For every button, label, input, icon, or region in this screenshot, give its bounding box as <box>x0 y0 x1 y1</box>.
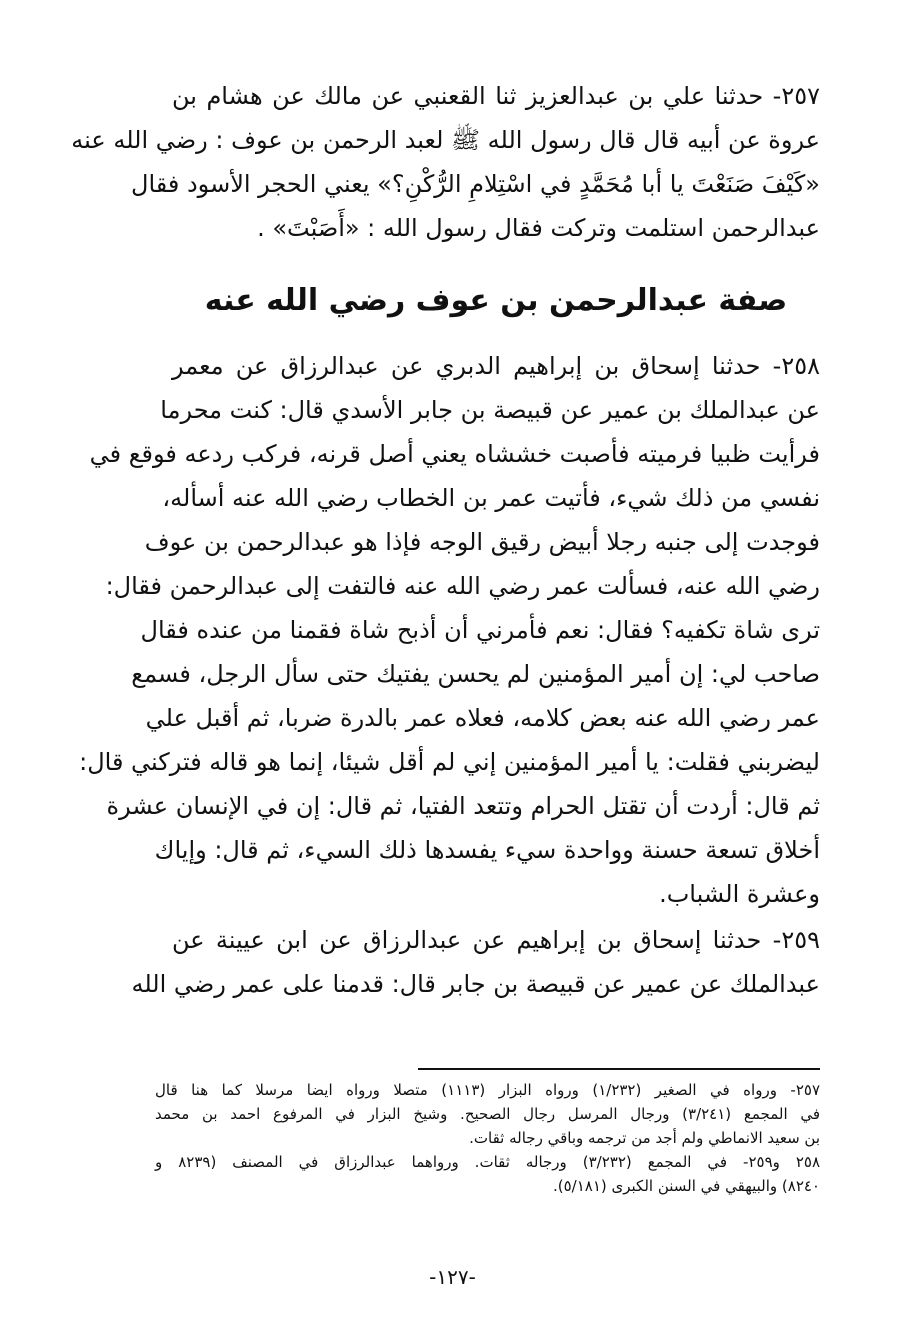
footnote-258-259-line-1: ٢٥٨ و٢٥٩- في المجمع (٣/٢٣٢) ورجاله ثقات. ورواهما عبدالرزاق في المصنف (٨٢٣٩ و <box>155 1153 820 1171</box>
hadith-258-line-3: فرأيت ظبيا فرميته فأصبت خششاه يعني أصل قرنه، فركب ردعه فوقع في <box>89 440 820 468</box>
footnote-258-259-line-2: ٨٢٤٠) والبيهقي في السنن الكبرى (٥/١٨١). <box>552 1177 820 1195</box>
hadith-258-line-12: أخلاق تسعة حسنة وواحدة سيء يفسدها ذلك السيء، ثم قال: وإياك <box>154 836 820 864</box>
hadith-259-line-2: عبدالملك عن عمير عن قبيصة بن جابر قال: قدمنا على عمر رضي الله <box>131 970 820 998</box>
hadith-257-line-1: ٢٥٧- حدثنا علي بن عبدالعزيز ثنا القعنبي عن مالك عن هشام بن <box>172 82 820 110</box>
footnote-257-line-3: بن سعيد الانماطي ولم أجد من ترجمه وباقي رجاله ثقات. <box>469 1129 820 1147</box>
section-heading: صفة عبدالرحمن بن عوف رضي الله عنه <box>204 283 788 318</box>
footnote-257-line-2: في المجمع (٣/٢٤١) ورجال المرسل رجال الصحيح. وشيخ البزار في المرفوع احمد بن محمد <box>155 1105 821 1123</box>
hadith-258-line-1: ٢٥٨- حدثنا إسحاق بن إبراهيم الدبري عن عبدالرزاق عن معمر <box>172 352 820 380</box>
hadith-258-line-8: صاحب لي: إن أمير المؤمنين لم يحسن يفتيك حتى سأل الرجل، فسمع <box>131 660 820 688</box>
footnote-257-line-1: ٢٥٧- ورواه في الصغير (١/٢٣٢) ورواه البزار (١١١٣) متصلا ورواه ايضا مرسلا كما هنا قال <box>155 1081 820 1099</box>
hadith-257-line-4: عبدالرحمن استلمت وتركت فقال رسول الله : «أَصَبْتَ» . <box>257 214 820 242</box>
hadith-259-line-1: ٢٥٩- حدثنا إسحاق بن إبراهيم عن عبدالرزاق عن ابن عيينة عن <box>172 926 820 954</box>
hadith-258-line-11: ثم قال: أردت أن تقتل الحرام وتتعد الفتيا، ثم قال: إن في الإنسان عشرة <box>106 792 820 820</box>
hadith-258-line-13: وعشرة الشباب. <box>659 880 820 908</box>
page-number: -١٢٧- <box>429 1265 476 1289</box>
hadith-258-line-9: عمر رضي الله عنه بعض كلامه، فعلاه عمر بالدرة ضربا، ثم أقبل علي <box>145 704 820 732</box>
footnote-separator <box>418 1068 820 1070</box>
hadith-258-line-10: ليضربني فقلت: يا أمير المؤمنين إني لم أقل شيئا، إنما هو قاله فتركني قال: <box>79 748 820 776</box>
hadith-258-line-6: رضي الله عنه، فسألت عمر رضي الله عنه فالتفت إلى عبدالرحمن فقال: <box>105 572 820 600</box>
hadith-258-line-7: ترى شاة تكفيه؟ فقال: نعم فأمرني أن أذبح شاة فقمنا من عنده فقال <box>140 616 820 644</box>
hadith-257-line-2: عروة عن أبيه قال قال رسول الله ﷺ لعبد الرحمن بن عوف : رضي الله عنه <box>71 126 820 154</box>
hadith-258-line-5: فوجدت إلى جنبه رجلا أبيض رقيق الوجه فإذا هو عبدالرحمن بن عوف <box>144 528 820 556</box>
hadith-257-line-3: «كَيْفَ صَنَعْتَ يا أبا مُحَمَّدٍ في اسْتِلامِ الرُّكْنِ؟» يعني الحجر الأسود فقال <box>131 170 820 198</box>
hadith-258-line-2: عن عبدالملك بن عمير عن قبيصة بن جابر الأسدي قال: كنت محرما <box>160 396 820 424</box>
hadith-258-line-4: نفسي من ذلك شيء، فأتيت عمر بن الخطاب رضي الله عنه أسأله، <box>162 484 820 512</box>
